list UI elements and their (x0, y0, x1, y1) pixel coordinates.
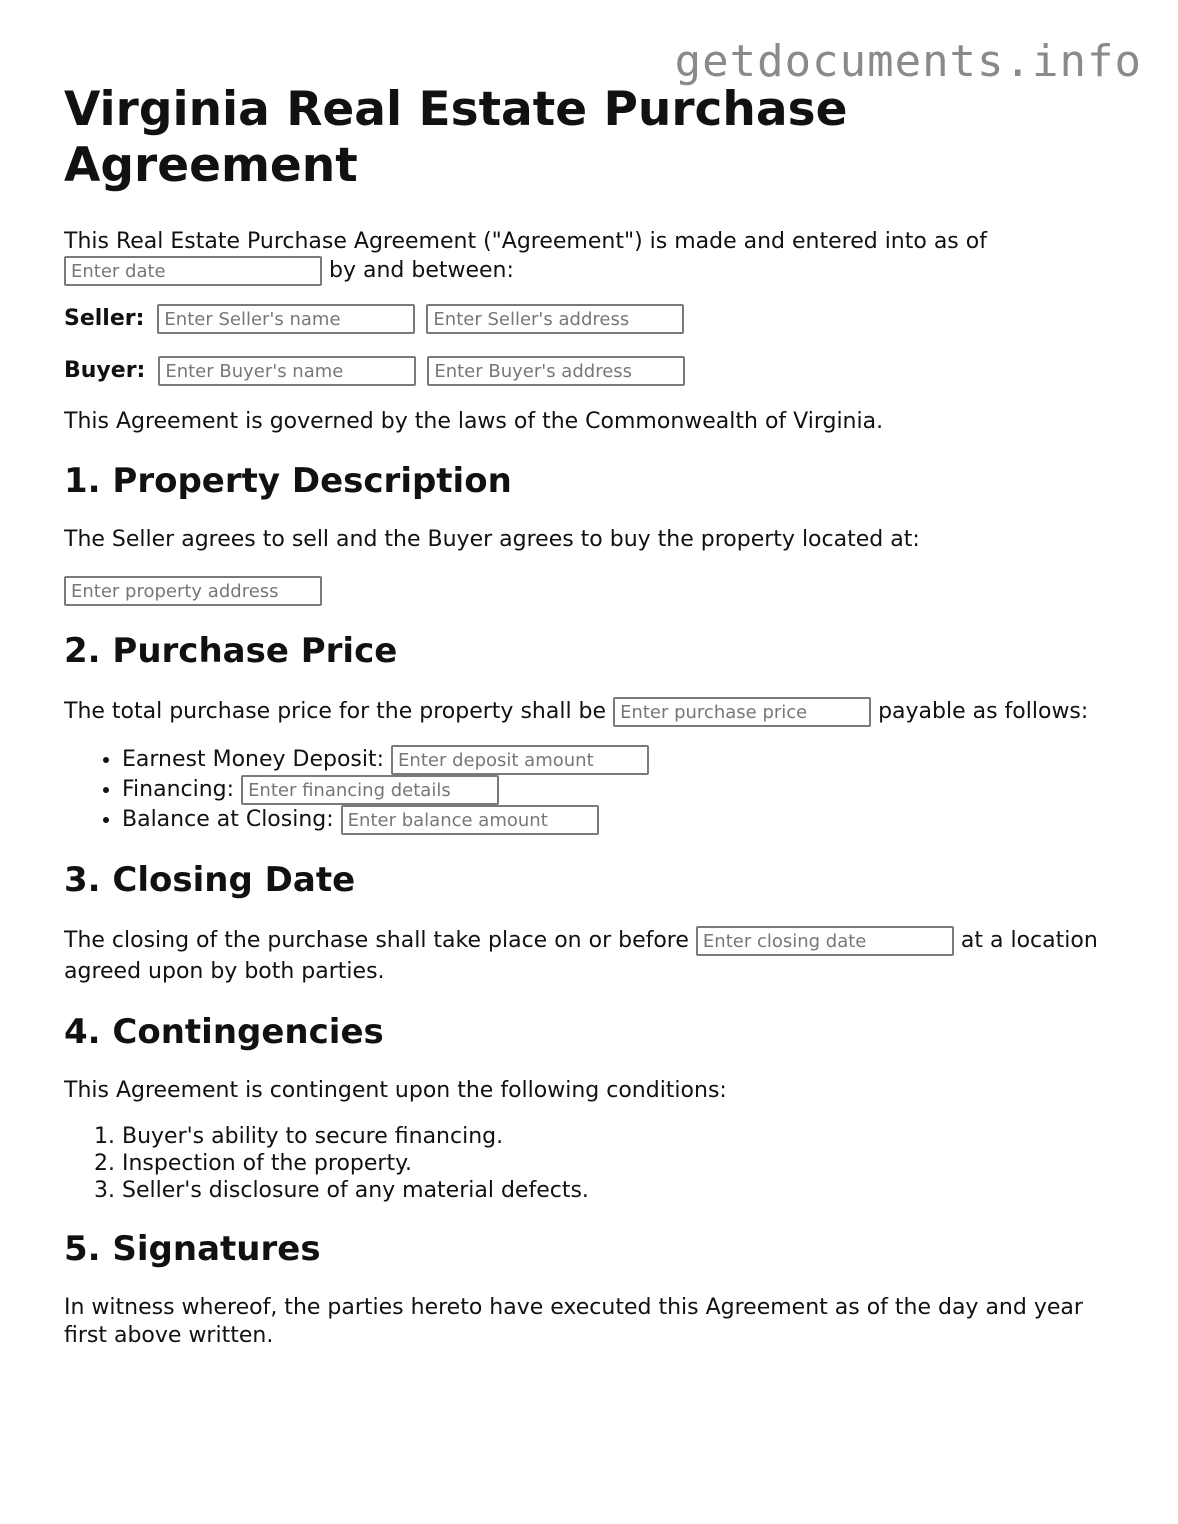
contingencies-list (64, 1123, 1104, 1204)
agreement-date-input[interactable] (64, 256, 322, 286)
seller-name-input[interactable] (157, 304, 415, 334)
intro-text: This Real Estate Purchase Agreement ("Agreement") is made and entered into as of (64, 229, 987, 254)
closing-heading: 3. Closing Date (64, 860, 356, 900)
closing-paragraph (64, 925, 1104, 987)
seller-row (64, 304, 1104, 334)
property-address-input[interactable] (64, 576, 322, 606)
buyer-row (64, 356, 1104, 386)
contingencies-text: This Agreement is contingent upon the following conditions: (64, 1078, 727, 1103)
list-item (122, 745, 1104, 775)
governing-law-text: This Agreement is governed by the laws of the Commonwealth of Virginia. (64, 409, 884, 434)
price-heading: 2. Purchase Price (64, 631, 398, 671)
price-paragraph (64, 696, 1104, 727)
signatures-text: In witness whereof, the parties hereto have executed this Agreement as of the day and year first above written. (64, 1295, 1083, 1348)
buyer-address-input[interactable] (427, 356, 685, 386)
closing-date-input[interactable] (696, 926, 954, 956)
deposit-amount-input[interactable] (391, 745, 649, 775)
list-item (122, 805, 1104, 835)
price-text: The total purchase price for the property shall be (64, 699, 607, 724)
list-item: 2. Inspection of the property. (122, 1150, 1104, 1177)
signatures-heading: 5. Signatures (64, 1229, 321, 1269)
document-title: Virginia Real Estate Purchase Agreement (64, 82, 848, 193)
intro-paragraph (64, 228, 1104, 286)
watermark: getdocuments.info (674, 36, 1142, 87)
intro-text-after: by and between: (329, 258, 514, 283)
seller-label: Seller: (64, 306, 145, 331)
list-item (122, 775, 1104, 805)
seller-address-input[interactable] (426, 304, 684, 334)
purchase-price-input[interactable] (613, 697, 871, 727)
closing-text-after: at a location agreed upon by both parties. (64, 928, 1098, 984)
contingencies-heading: 4. Contingencies (64, 1012, 384, 1052)
financing-label: Financing: (122, 777, 235, 802)
property-heading: 1. Property Description (64, 461, 512, 501)
list-item: 3. Seller's disclosure of any material defects. (122, 1177, 1104, 1204)
buyer-label: Buyer: (64, 358, 146, 383)
list-item: 1. Buyer's ability to secure financing. (122, 1123, 1104, 1150)
deposit-label: Earnest Money Deposit: (122, 747, 385, 772)
balance-label: Balance at Closing: (122, 807, 334, 832)
price-text-after: payable as follows: (878, 699, 1089, 724)
balance-amount-input[interactable] (341, 805, 599, 835)
financing-details-input[interactable] (241, 775, 499, 805)
property-text: The Seller agrees to sell and the Buyer agrees to buy the property located at: (64, 527, 920, 552)
payment-list (64, 745, 1104, 835)
document-body (64, 82, 1104, 1368)
closing-text: The closing of the purchase shall take place on or before (64, 928, 689, 953)
property-address-row (64, 576, 1104, 606)
buyer-name-input[interactable] (158, 356, 416, 386)
